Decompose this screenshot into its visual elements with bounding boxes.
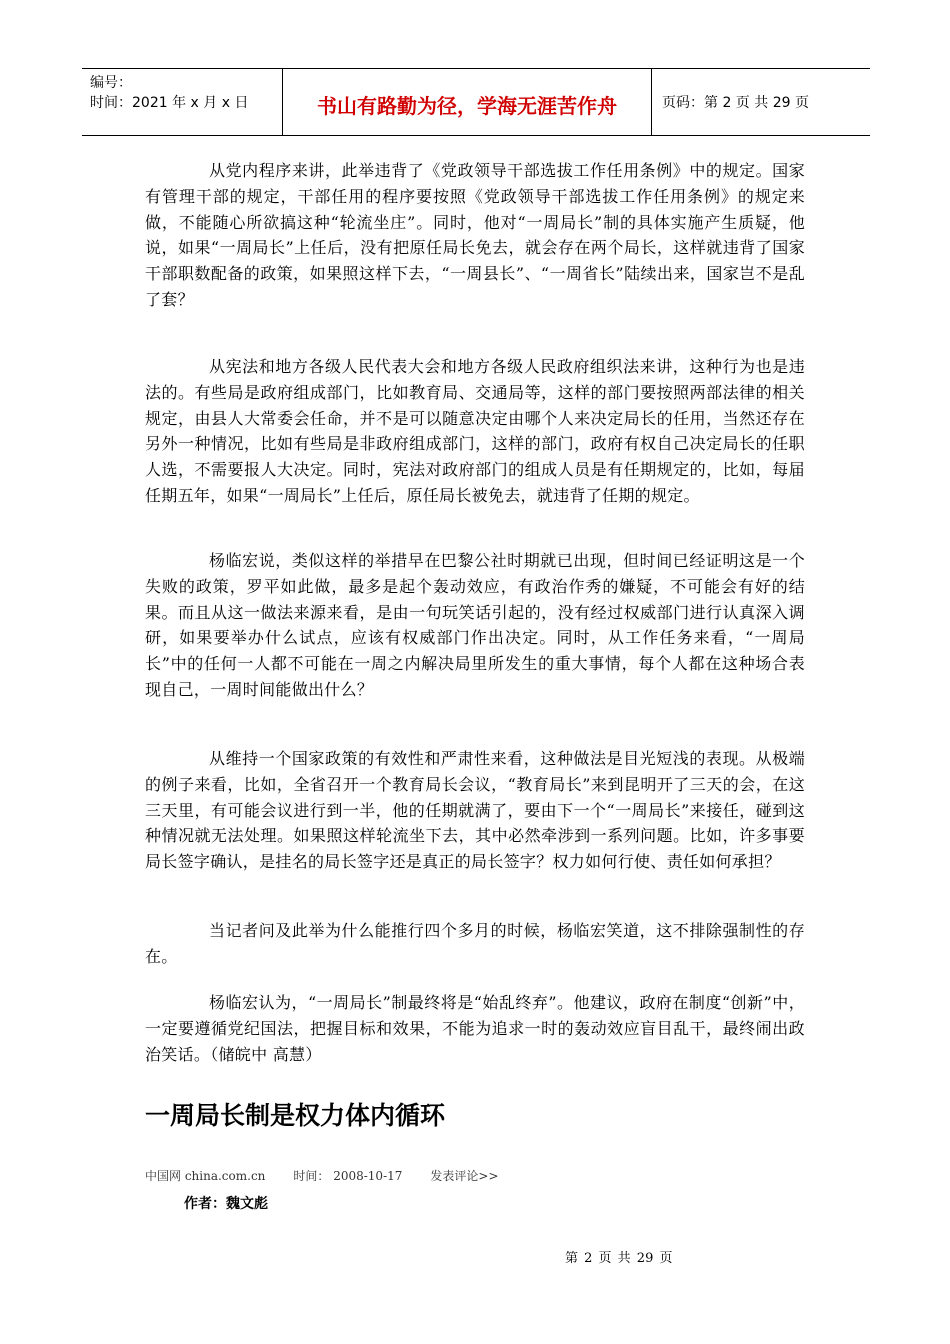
header-motto: 书山有路勤为径，学海无涯苦作舟 <box>283 69 652 135</box>
number-label: 编号： <box>90 75 132 91</box>
article-source: 中国网 china.com.cn <box>145 1169 266 1183</box>
paragraph-2: 从宪法和地方各级人民代表大会和地方各级人民政府组织法来讲，这种行为也是违法的。有些局是政府组成部门，比如教育局、交通局等，这样的部门要按照两部法律的相关规定，由县人大常委会任命，并不是可以随意决定由哪个人来决定局长的任用，当然还存在另外一种情况，比如有些局是非政府组成部门，这样的部门，政府有权自己决定局长的任职人选，不需要报人大决定。同时，宪法对政府部门的组成人员是有任期规定的，比如，每届任期五年，如果“一周局长”上任后，原任局长被免去，就违背了任期的规定。 <box>145 357 805 505</box>
header-page-info: 页码：第 2 页 共 29 页 <box>662 95 809 111</box>
header-meta <box>82 69 283 135</box>
paragraph-1: 从党内程序来讲，此举违背了《党政领导干部选拔工作任用条例》中的规定。国家有管理干部的规定，干部任用的程序要按照《党政领导干部选拔工作任用条例》的规定来做，不能随心所欲搞这种“轮流坐庄”。同时，他对“一周局长”制的具体实施产生质疑，他说，如果“一周局长”上任后，没有把原任局长免去，就会存在两个局长，这样就违背了国家干部职数配备的政策，如果照这样下去，“一周县长”、“一周省长”陆续出来，国家岂不是乱了套？ <box>145 161 805 309</box>
paragraph-4: 从维持一个国家政策的有效性和严肃性来看，这种做法是目光短浅的表现。从极端的例子来看，比如，全省召开一个教育局长会议，“教育局长”来到昆明开了三天的会，在这三天里，有可能会议进行到一半，他的任期就满了，要由下一个“一周局长”来接任，碰到这种情况就无法处理。如果照这样轮流坐下去，其中必然牵涉到一系列问题。比如，许多事要局长签字确认，是挂名的局长签字还是真正的局长签字？权力如何行使、责任如何承担？ <box>145 749 805 872</box>
document-header <box>82 68 870 136</box>
article-meta <box>145 1167 499 1184</box>
paragraph-5: 当记者问及此举为什么能推行四个多月的时候，杨临宏笑道，这不排除强制性的存在。 <box>145 921 805 966</box>
paragraph-6: 杨临宏认为，“一周局长”制最终将是“始乱终弃”。他建议，政府在制度“创新”中，一定要遵循党纪国法，把握目标和效果，不能为追求一时的轰动效应盲目乱干，最终闹出政治笑话。（储皖中 高慧） <box>145 993 805 1064</box>
article-time: 时间： 2008-10-17 <box>293 1169 403 1183</box>
article-title: 一周局长制是权力体内循环 <box>145 1101 446 1130</box>
page-footer: 第 2 页 共 29 页 <box>565 1251 673 1266</box>
comment-link[interactable]: 发表评论>> <box>430 1169 499 1183</box>
paragraph-3: 杨临宏说，类似这样的举措早在巴黎公社时期就已出现，但时间已经证明这是一个失败的政策，罗平如此做，最多是起个轰动效应，有政治作秀的嫌疑，不可能会有好的结果。而且从这一做法来源来看，是由一句玩笑话引起的，没有经过权威部门进行认真深入调研，如果要举办什么试点，应该有权威部门作出决定。同时，从工作任务来看，“一周局长”中的任何一人都不可能在一周之内解决局里所发生的重大事情，每个人都在这种场合表现自己，一周时间能做出什么？ <box>145 551 805 699</box>
date-label: 时间：2021 年 x 月 x 日 <box>90 95 249 111</box>
article-author: 作者：魏文彪 <box>184 1196 268 1212</box>
